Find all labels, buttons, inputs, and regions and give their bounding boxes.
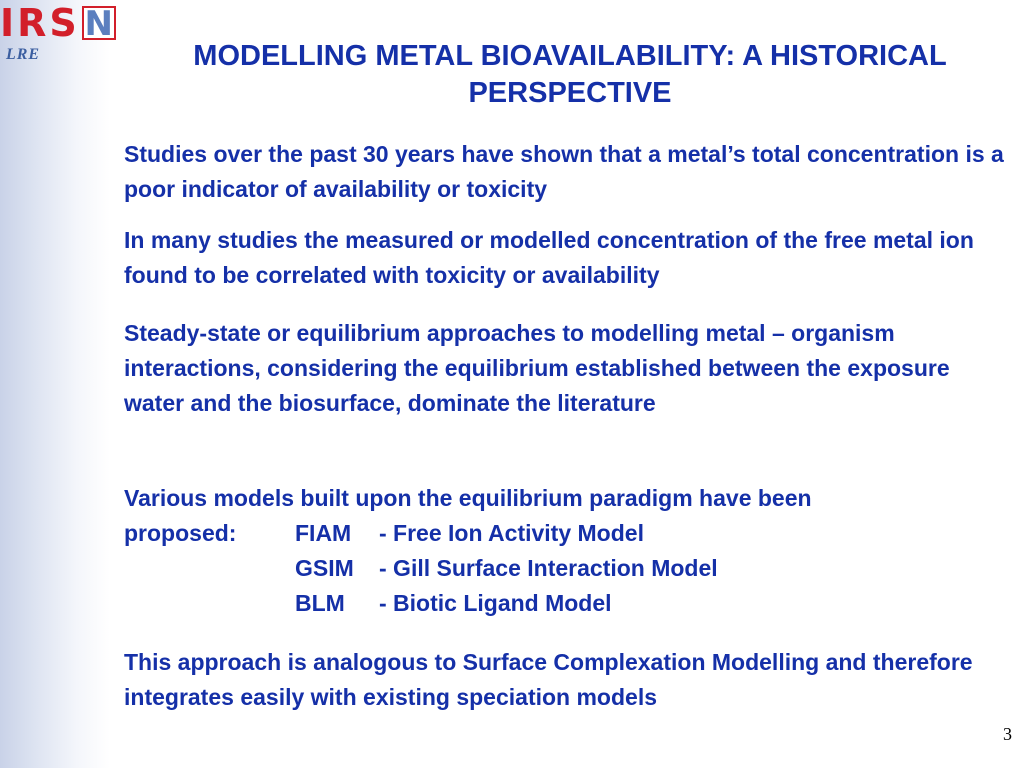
irsn-logo: [0, 3, 116, 43]
models-lead: proposed:: [124, 520, 237, 546]
model-abbr: GSIM: [295, 555, 354, 581]
model-row-gsim: [124, 551, 1004, 586]
paragraph-3: Steady-state or equilibrium approaches to modelling metal – organism interactions, considering the equilibrium established between the exposure water and the biosurface, dominate the literature: [124, 320, 950, 416]
logo-subtitle: LRE: [5, 46, 41, 63]
paragraph-2: In many studies the measured or modelled concentration of the free metal ion found to be correlated with toxicity or availability: [124, 227, 974, 288]
closing-paragraph: This approach is analogous to Surface Complexation Modelling and therefore integrates easily with existing speciation models: [124, 649, 973, 710]
model-abbr: BLM: [295, 590, 345, 616]
models-intro: Various models built upon the equilibrium paradigm have been: [124, 485, 812, 511]
model-abbr: FIAM: [295, 520, 352, 546]
model-desc: - Free Ion Activity Model: [379, 520, 644, 546]
model-desc: - Biotic Ligand Model: [379, 590, 612, 616]
side-gradient-band: [0, 0, 110, 768]
logo-n-box: [82, 4, 116, 44]
models-block: [124, 481, 1004, 621]
slide-title: MODELLING METAL BIOAVAILABILITY: A HISTORICAL PERSPECTIVE: [193, 40, 947, 109]
page-number: 3: [1003, 724, 1012, 744]
models-intro-row: [124, 481, 1004, 516]
logo-letters: IRS: [0, 1, 80, 45]
paragraph-1: Studies over the past 30 years have shown that a metal’s total concentration is a poor indicator of availability or toxicity: [124, 141, 1004, 202]
logo-n-letter: N: [84, 4, 114, 44]
model-desc: - Gill Surface Interaction Model: [379, 555, 718, 581]
model-row-blm: [124, 586, 1004, 621]
model-row-fiam: [124, 516, 1004, 551]
